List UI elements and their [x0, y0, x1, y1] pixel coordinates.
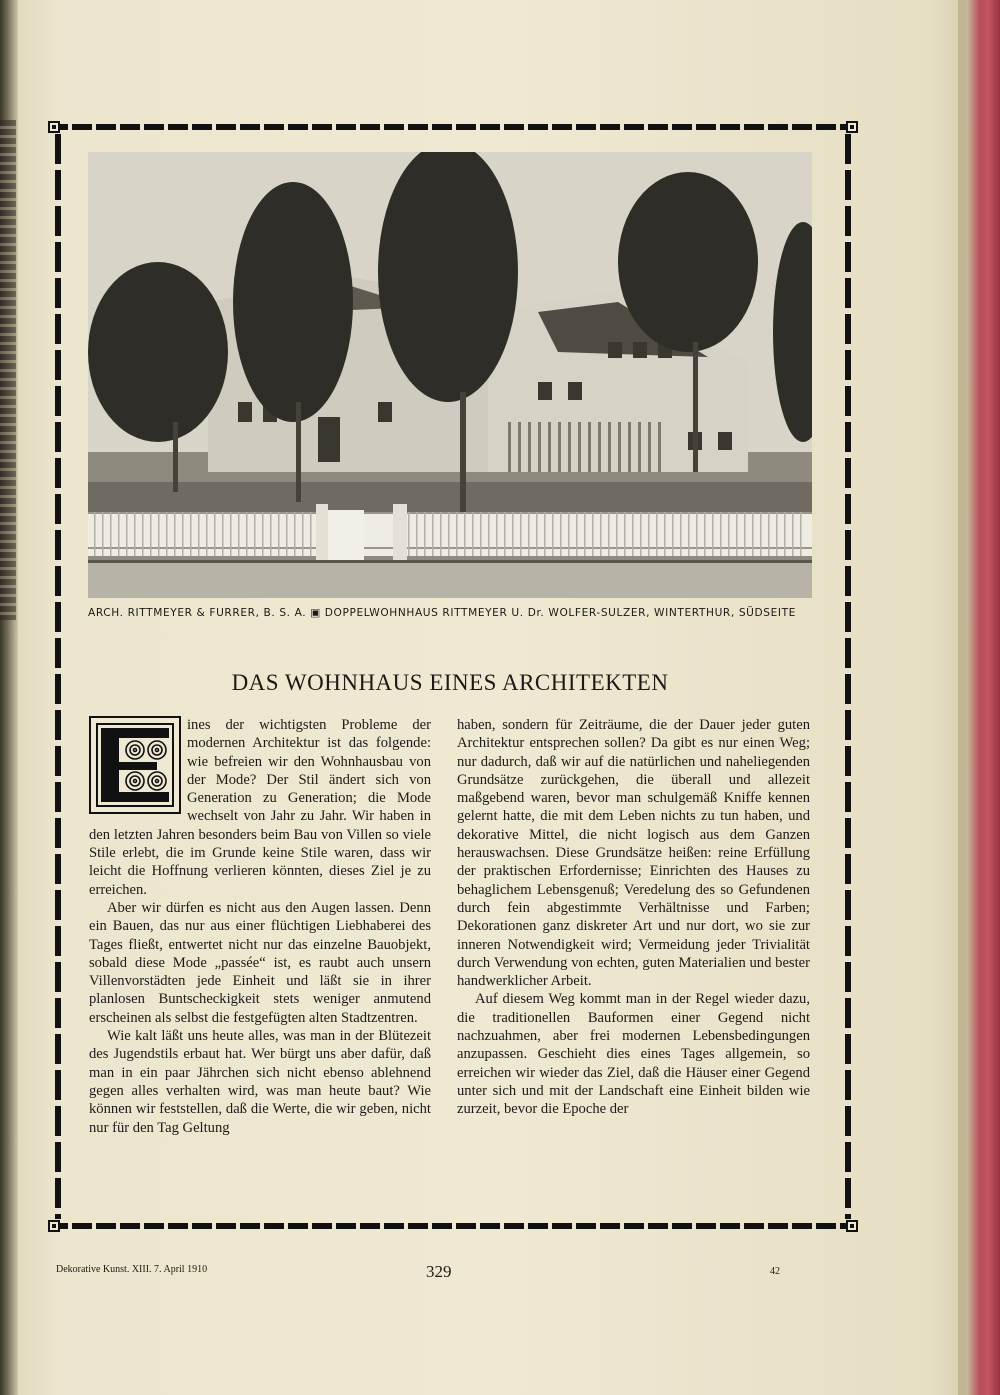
photo-caption: ARCH. RITTMEYER & FURRER, B. S. A. ▣ DOPPELWOHNHAUS RITTMEYER U. Dr. WOLFER-SULZER, WINTERTHUR, SÜDSEITE: [88, 607, 796, 619]
frame-corner: [48, 121, 60, 133]
frame-corner: [846, 1220, 858, 1232]
frame-bottom-border: [48, 1219, 858, 1233]
book-binding-edge: [966, 0, 1000, 1395]
article-title: DAS WOHNHAUS EINES ARCHITEKTEN: [231, 670, 669, 695]
decorative-initial-e: [89, 716, 181, 814]
frame-right-border: [842, 134, 854, 1219]
text-column-right: [457, 716, 810, 1119]
house-photo-illustration: [88, 152, 812, 598]
text-column-left: [89, 716, 431, 1137]
paragraph: Aber wir dürfen es nicht aus den Augen lassen. Denn ein Bauen, das nur aus einer flüchtigen Liebhaberei des Tages fließt, entwertet nicht nur das einzelne Bauobjekt, sobald diese Mode „passée“ ist, es raubt auch unsern Villenvorstädten jede Einheit und läßt sie in ihrer planlosen Buntscheckigkeit stets weniger anmutend erscheinen als selbst die festgefügten alten Stadtzentren.: [89, 899, 431, 1026]
frame-corner: [48, 1220, 60, 1232]
page-edge-shadow: [958, 0, 966, 1395]
frame-left-border: [52, 134, 64, 1219]
frame-top-border: [48, 120, 858, 134]
signature-mark: 42: [770, 1266, 780, 1277]
page-number: 329: [426, 1262, 452, 1281]
ornament-initial-illustration: [91, 718, 179, 812]
paragraph: haben, sondern für Zeiträume, die der Dauer jeder guten Architektur entsprechen sollen? Da gibt es nur einen Weg; nur dadurch, daß wir auf die natürlichen und naheliegenden Grundsätze zurückgehen, die überall und allezeit maßgebend waren, bevor man schulgemäß Kniffe kennen gelernt hatte, die mit dem Leben nichts zu tun haben, und dekorative Mittel, die nicht logisch aus dem Ganzen herauswachsen. Diese Grundsätze heißen: reine Erfüllung der praktischen Erfordernisse; Einrichten des Hauses zu behaglichem Lebensgenuß; Veredelung des so Gefundenen durch fein abgestimmte Verhältnisse und Farben; Dekorationen ganz diskreter Art und nur dort, wo sie zur inneren Notwendigkeit wird; Vermeidung jeder Trivialität durch Verwendung von echten, guten Materialien und bester handwerklicher Arbeit.: [457, 717, 810, 990]
house-photograph: [88, 152, 812, 598]
paragraph: Wie kalt läßt uns heute alles, was man in der Blütezeit des Jugendstils erbaut hat. Wer bürgt uns aber dafür, daß man in ein paar Jährchen sich nicht ebenso ablehnend gegen alles verhalten wird, was man heute baut? Wie können wir feststellen, daß die Werte, die wir geben, nicht nur für den Tag Geltung: [89, 1028, 431, 1136]
adjacent-page-edge: [0, 120, 16, 620]
paragraph: ines der wichtigsten Probleme der modernen Architektur ist das folgende: wie befreien wir den Wohnhausbau von der Mode? Der Stil ändert sich von Generation zu Generation; die Mode wechselt von Jahr zu Jahr. Wir haben in den letzten Jahren besonders beim Bau von Villen so viele Stile erlebt, die im Grunde keine Stile waren, dass wir leicht die Hoffnung verlieren könnten, dieses Ziel je zu erreichen.: [89, 717, 431, 898]
paragraph: Auf diesem Weg kommt man in der Regel wieder dazu, die traditionellen Bauformen einer Gegend nicht nachzuahmen, aber frei modernen Lebensbedingungen anzupassen. Geschieht dies eines Tages allgemein, so erreichen wir wieder das Ziel, daß die Häuser einer Gegend unter sich und mit der Landschaft eine Einheit bilden wie zurzeit, bevor die Epoche der: [457, 991, 810, 1118]
frame-corner: [846, 121, 858, 133]
footer-publication: Dekorative Kunst. XIII. 7. April 1910: [56, 1264, 208, 1275]
